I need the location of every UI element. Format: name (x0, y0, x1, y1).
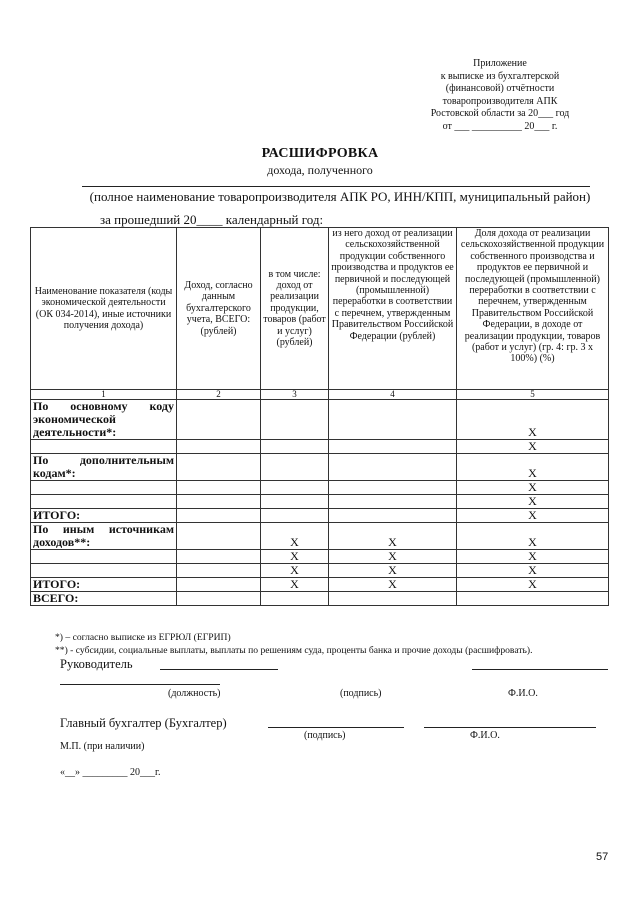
header-indicator: Наименование показателя (коды экономической деятельности (ОК 034-2014), иные источники получения дохода) (31, 228, 177, 390)
column-number-row (31, 390, 609, 400)
accountant-label: Главный бухгалтер (Бухгалтер) (60, 716, 227, 730)
value-cell[interactable] (329, 440, 457, 454)
row-label (31, 481, 177, 495)
not-applicable-mark: X (261, 578, 329, 592)
row-label-line: деятельности*: (33, 425, 117, 439)
value-cell[interactable] (177, 481, 261, 495)
row-label-line: доходов**: (33, 535, 91, 549)
value-cell[interactable] (177, 509, 261, 523)
not-applicable-mark: X (457, 564, 609, 578)
table-header-row (31, 228, 609, 390)
position-caption: (должность) (168, 688, 221, 699)
appendix-line: (финансовой) отчётности (445, 83, 555, 94)
table-row (31, 481, 609, 495)
row-label (31, 523, 177, 550)
signature-caption: (подпись) (340, 688, 382, 699)
row-label (31, 592, 177, 606)
date-line[interactable]: «__» _________ 20___г. (60, 767, 161, 778)
table-row (31, 495, 609, 509)
value-cell[interactable] (261, 454, 329, 481)
row-label (31, 564, 177, 578)
not-applicable-mark: X (457, 495, 609, 509)
row-label (31, 495, 177, 509)
appendix-note (380, 58, 620, 133)
head-name-line[interactable] (472, 669, 608, 670)
value-cell[interactable] (261, 495, 329, 509)
table-row (31, 523, 609, 550)
table-body (31, 400, 609, 606)
table-row (31, 578, 609, 592)
appendix-line: к выписке из бухгалтерской (440, 70, 560, 82)
not-applicable-mark: X (457, 523, 609, 550)
name-caption: Ф.И.О. (508, 688, 538, 699)
value-cell[interactable] (329, 454, 457, 481)
row-label-line: ИТОГО: (33, 508, 81, 522)
not-applicable-mark: X (261, 523, 329, 550)
producer-caption: (полное наименование товаропроизводителя АПК РО, ИНН/КПП, муниципальный район) (89, 189, 591, 204)
value-cell[interactable] (177, 454, 261, 481)
not-applicable-mark: X (329, 564, 457, 578)
head-label: Руководитель (60, 657, 133, 671)
accountant-name-line[interactable] (424, 727, 596, 728)
table-row (31, 440, 609, 454)
not-applicable-mark: X (261, 550, 329, 564)
not-applicable-mark: X (457, 509, 609, 523)
head-signature-line[interactable] (160, 669, 278, 670)
not-applicable-mark: X (457, 400, 609, 440)
period-line: за прошедший 20____ календарный год: (100, 212, 324, 227)
value-cell[interactable] (177, 495, 261, 509)
value-cell[interactable] (261, 440, 329, 454)
row-label-line: По основному коду (33, 399, 174, 413)
value-cell[interactable] (177, 550, 261, 564)
value-cell[interactable] (261, 481, 329, 495)
row-label-line: По иным источникам (33, 522, 174, 536)
accountant-name-caption: Ф.И.О. (470, 730, 500, 741)
accountant-signature-caption: (подпись) (304, 730, 346, 741)
not-applicable-mark: X (261, 564, 329, 578)
value-cell[interactable] (261, 400, 329, 440)
stamp-note: М.П. (при наличии) (60, 741, 145, 752)
footnotes (55, 632, 615, 657)
not-applicable-mark: X (457, 440, 609, 454)
column-number: 4 (329, 390, 457, 400)
table-row (31, 509, 609, 523)
row-label (31, 454, 177, 481)
row-label-line: ВСЕГО: (33, 591, 79, 605)
not-applicable-mark: X (457, 481, 609, 495)
value-cell[interactable] (329, 495, 457, 509)
footnote: *) – согласно выписке из ЕГРЮЛ (ЕГРИП) (55, 632, 231, 643)
footnote: **) - субсидии, социальные выплаты, выплаты по решениям суда, проценты банка и прочие доходы (расшифровать). (55, 644, 533, 656)
row-label (31, 400, 177, 440)
row-label-line: кодам*: (33, 466, 76, 480)
value-cell[interactable] (261, 509, 329, 523)
row-label (31, 578, 177, 592)
value-cell[interactable] (329, 481, 457, 495)
document-title: РАСШИФРОВКА (261, 146, 379, 161)
income-breakdown-table (30, 227, 609, 606)
column-number: 5 (457, 390, 609, 400)
table-row (31, 454, 609, 481)
header-agri-share: Доля дохода от реализации сельскохозяйственной продукции собственного производства и продуктов ее первичной и последующей (промышленной) переработки в соответствии с перечнем, утвержденным Правительством Российской Федерации, в доходе от реализации продукции, товаров (работ и услуг) (гр. 4: гр. 3 х 100%) (%) (457, 228, 609, 390)
value-cell[interactable] (177, 400, 261, 440)
row-label-line: По дополнительным (33, 453, 174, 467)
appendix-line: товаропроизводителя АПК (442, 95, 558, 107)
value-cell[interactable] (177, 592, 261, 606)
appendix-line: Приложение (473, 58, 527, 69)
table-row (31, 592, 609, 606)
value-cell[interactable] (177, 578, 261, 592)
row-label (31, 509, 177, 523)
value-cell[interactable] (261, 592, 329, 606)
not-applicable-mark: X (329, 550, 457, 564)
page-number: 57 (596, 851, 609, 863)
document-subtitle: дохода, полученного (267, 163, 373, 177)
header-agri-income: из него доход от реализации сельскохозяйственной продукции собственного производства и продуктов ее первичной и последующей (промышленной) переработки в соответствии с перечнем, утвержденным Правительством Российской Федерации (рублей) (329, 228, 457, 390)
column-number: 2 (177, 390, 261, 400)
not-applicable-mark: X (457, 578, 609, 592)
header-sales-income: в том числе: доход от реализации продукции, товаров (работ и услуг) (рублей) (261, 228, 329, 390)
row-label (31, 440, 177, 454)
appendix-line: Ростовской области за 20___ год (430, 108, 570, 119)
table-row (31, 550, 609, 564)
not-applicable-mark: X (457, 454, 609, 481)
column-number: 1 (31, 390, 177, 400)
table-row (31, 400, 609, 440)
value-cell[interactable] (329, 400, 457, 440)
row-label-line: экономической (33, 412, 116, 426)
table-row (31, 564, 609, 578)
value-cell[interactable] (177, 564, 261, 578)
row-label (31, 550, 177, 564)
not-applicable-mark: X (457, 550, 609, 564)
accountant-signature-line[interactable] (268, 727, 404, 728)
value-cell[interactable] (329, 592, 457, 606)
row-label-line: ИТОГО: (33, 577, 81, 591)
head-position-line[interactable] (60, 684, 220, 685)
value-cell[interactable] (177, 440, 261, 454)
value-cell[interactable] (177, 523, 261, 550)
value-cell[interactable] (457, 592, 609, 606)
appendix-line: от ___ __________ 20___ г. (442, 120, 558, 132)
value-cell[interactable] (329, 509, 457, 523)
header-total-income: Доход, согласно данным бухгалтерского учета, ВСЕГО: (рублей) (177, 228, 261, 390)
not-applicable-mark: X (329, 523, 457, 550)
not-applicable-mark: X (329, 578, 457, 592)
producer-name-line[interactable] (82, 186, 590, 187)
column-number: 3 (261, 390, 329, 400)
